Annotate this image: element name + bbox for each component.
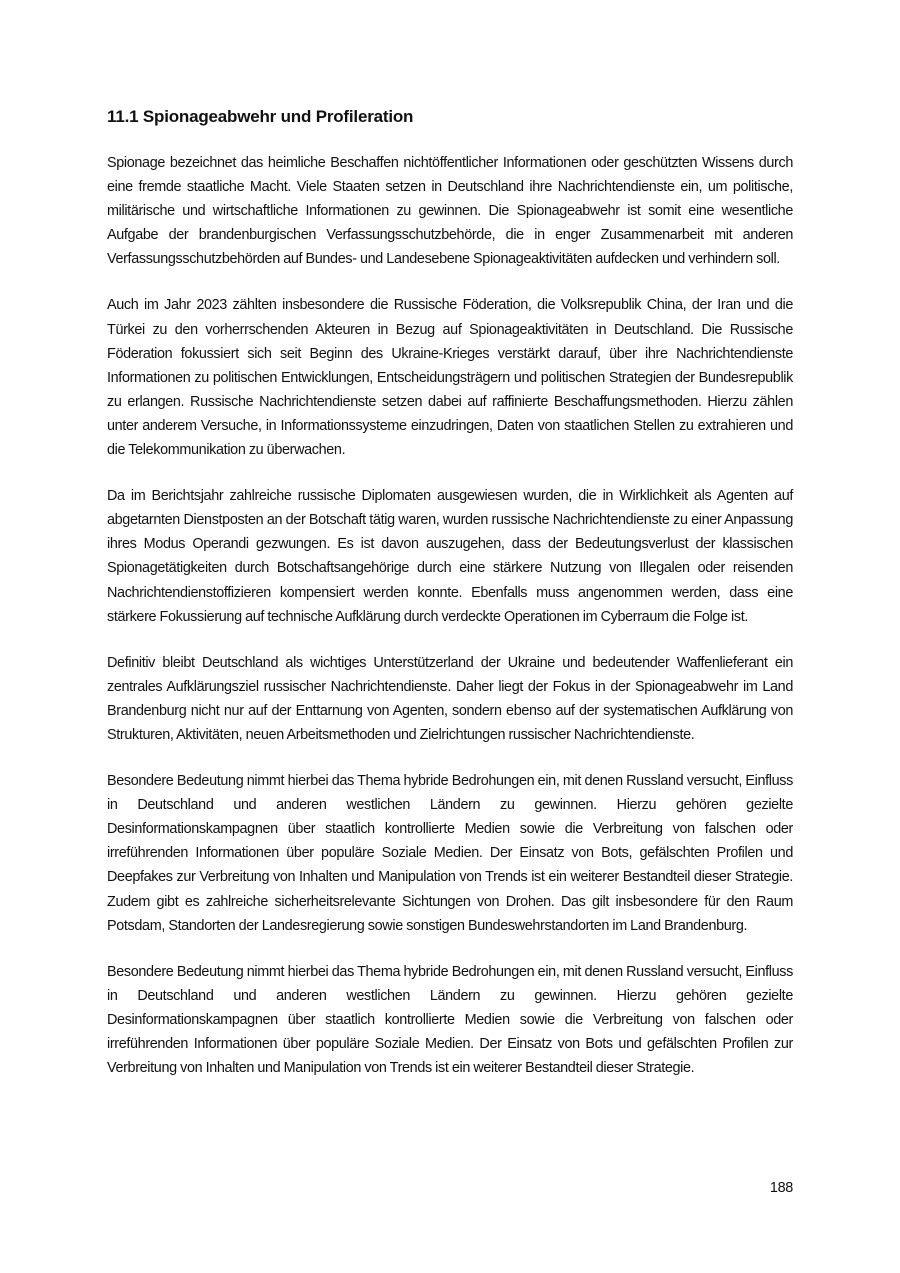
paragraph-hybride-bedrohungen-repeat: Besondere Bedeutung nimmt hierbei das Thema hybride Bedrohungen ein, mit denen Russland versucht, Einfluss in Deutschland und anderen westlichen Ländern zu gewinnen. Hierzu gehören gezielte Desinformationskampagnen über staatlich kontrollierte Medien sowie die Verbreitung von falschen oder irreführenden Informationen über populäre Soziale Medien. Der Einsatz von Bots und gefälschten Profilen zur Verbreitung von Inhalten und Manipulation von Trends ist ein weiterer Bestandteil dieser Strategie. bbox=[107, 963, 793, 1077]
paragraph-diplomaten-ausweisung: Da im Berichtsjahr zahlreiche russische Diplomaten ausgewiesen wurden, die in Wirklichkeit als Agenten auf abgetarnten Dienstposten an der Botschaft tätig waren, wurden russische Nachrichtendienste zu einer Anpassung ihres Modus Operandi gezwungen. Es ist davon auszugehen, dass der Bedeutungsverlust der klassischen Spionagetätigkeiten durch Botschaftsangehörige durch eine stärkere Nutzung von Illegalen oder reisenden Nachrichtendienstoffizieren kompensiert werden konnte. Ebenfalls muss angenommen werden, dass eine stärkere Fokussierung auf technische Aufklärung durch verdeckte Operationen im Cyberraum die Folge ist. bbox=[107, 488, 793, 625]
document-page bbox=[107, 104, 793, 1102]
section-title: 11.1 Spionageabwehr und Profileration bbox=[107, 107, 414, 126]
paragraph-akteure-2023: Auch im Jahr 2023 zählten insbesondere die Russische Föderation, die Volksrepublik China, der Iran und die Türkei zu den vorherrschenden Akteuren in Bezug auf Spionageaktivitäten in Deutschland. Die Russische Föderation fokussiert sich seit Beginn des Ukraine-Krieges verstärkt darauf, über ihre Nachrichtendienste Informationen zu politischen Entwicklungen, Entscheidungsträgern und politischen Strategien der Bundesrepublik zu erlangen. Russische Nachrichtendienste setzen dabei auf raffinierte Beschaffungsmethoden. Hierzu zählen unter anderem Versuche, in Informationssysteme einzudringen, Daten von staatlichen Stellen zu extrahieren und die Telekommunikation zu überwachen. bbox=[107, 297, 793, 459]
paragraph-spionage-definition: Spionage bezeichnet das heimliche Beschaffen nichtöffentlicher Informationen oder geschützten Wissens durch eine fremde staatliche Macht. Viele Staaten setzen in Deutschland ihre Nachrichtendienste ein, um politische, militärische und wirtschaftliche Informationen zu gewinnen. Die Spionageabwehr ist somit eine wesentliche Aufgabe der brandenburgischen Verfassungsschutzbehörde, die in enger Zusammenarbeit mit anderen Verfassungsschutzbehörden auf Bundes- und Landesebene Spionageaktivitäten aufdecken und verhindern soll. bbox=[107, 155, 793, 268]
page-number: 188 bbox=[769, 1180, 793, 1196]
paragraph-hybride-bedrohungen: Besondere Bedeutung nimmt hierbei das Thema hybride Bedrohungen ein, mit denen Russland versucht, Einfluss in Deutschland und anderen westlichen Ländern zu gewinnen. Hierzu gehören gezielte Desinformationskampagnen über staatlich kontrollierte Medien sowie die Verbreitung von falschen oder irreführenden Informationen über populäre Soziale Medien. Der Einsatz von Bots, gefälschten Profilen und Deepfakes zur Verbreitung von Inhalten und Manipulation von Trends ist ein weiterer Bestandteil dieser Strategie. Zudem gibt es zahlreiche sicherheitsrelevante Sichtungen von Drohen. Das gilt insbesondere für den Raum Potsdam, Standorten der Landesregierung sowie sonstigen Bundeswehrstandorten im Land Brandenburg. bbox=[107, 773, 793, 934]
paragraph-aufklaerungsziel: Definitiv bleibt Deutschland als wichtiges Unterstützerland der Ukraine und bedeutender Waffenlieferant ein zentrales Aufklärungsziel russischer Nachrichtendienste. Daher liegt der Fokus in der Spionageabwehr im Land Brandenburg nicht nur auf der Enttarnung von Agenten, sondern ebenso auf der systematischen Aufklärung von Strukturen, Aktivitäten, neuen Arbeitsmethoden und Zielrichtungen russischer Nachrichtendienste. bbox=[107, 654, 793, 743]
